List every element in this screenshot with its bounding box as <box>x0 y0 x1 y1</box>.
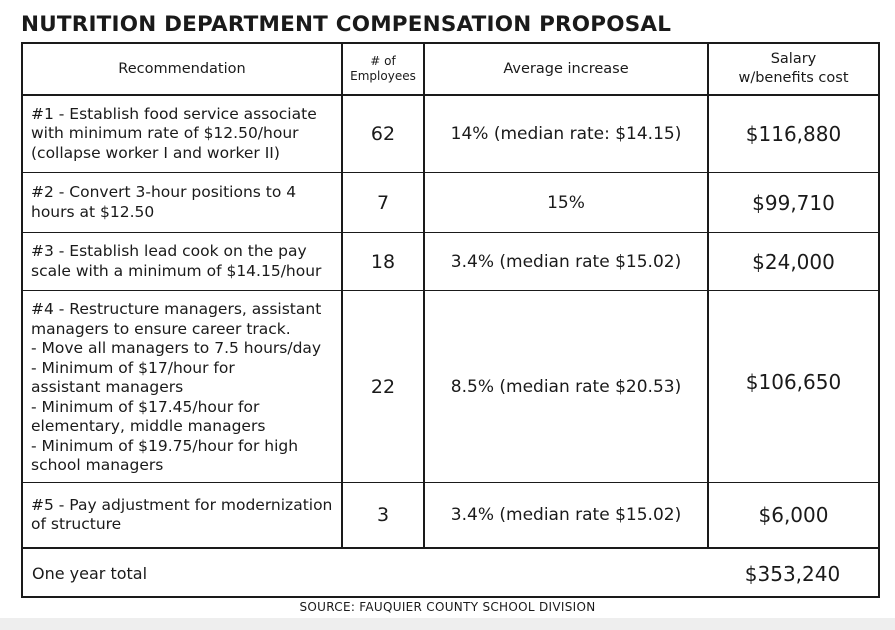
table-row-5-cost: $6,000 <box>758 503 829 527</box>
table-row-5-recommendation: #5 - Pay adjustment for modernization of structure <box>31 495 333 533</box>
table-row-4-increase: 8.5% (median rate $20.53) <box>450 376 682 397</box>
table-row-5-employees: 3 <box>376 504 390 526</box>
table-row-2-recommendation: #2 - Convert 3-hour positions to 4 hours at $12.50 <box>31 183 297 221</box>
total-value: $353,240 <box>744 562 841 586</box>
table-row-4-employees: 22 <box>370 375 396 398</box>
table-row-3-increase: 3.4% (median rate $15.02) <box>450 251 682 272</box>
table-row-1-recommendation: #1 - Establish food service associate with minimum rate of $12.50/hour (collapse worker I and worker II) <box>31 104 317 162</box>
table-row-1-employees: 62 <box>370 123 396 145</box>
total-divider <box>23 547 878 549</box>
source-credit: SOURCE: FAUQUIER COUNTY SCHOOL DIVISION <box>299 600 596 614</box>
header-cost: Salary w/benefits cost <box>738 51 849 86</box>
table-row-2-increase: 15% <box>547 192 585 213</box>
bottom-strip <box>0 618 895 630</box>
table-row-5-increase: 3.4% (median rate $15.02) <box>450 505 682 525</box>
header-recommendation: Recommendation <box>118 61 246 77</box>
table-row-3-cost: $24,000 <box>752 249 835 274</box>
compensation-table <box>21 42 880 598</box>
table-row-2-employees: 7 <box>376 191 390 214</box>
table-row-1-cost: $116,880 <box>745 122 842 146</box>
table-row-4-cost: $106,650 <box>745 370 842 394</box>
table-row-2-cost: $99,710 <box>752 190 835 215</box>
table-row-3-employees: 18 <box>370 250 396 273</box>
table-row-1-increase: 14% (median rate: $14.15) <box>450 124 682 144</box>
total-label: One year total <box>32 564 148 583</box>
table-row-4-recommendation: #4 - Restructure managers, assistant managers to ensure career track. - Move all managers to 7.5 hours/day - Minimum of $17/hour for assistant managers - Minimum of $17.45/hour for elementary, middle managers - Minimum of $19.75/hour for high school managers <box>31 300 322 474</box>
table-title: NUTRITION DEPARTMENT COMPENSATION PROPOSAL <box>21 12 672 37</box>
header-employees: # of Employees <box>350 54 416 83</box>
header-average-increase: Average increase <box>503 61 629 77</box>
table-row-3-recommendation: #3 - Establish lead cook on the pay scale with a minimum of $14.15/hour <box>31 242 322 280</box>
